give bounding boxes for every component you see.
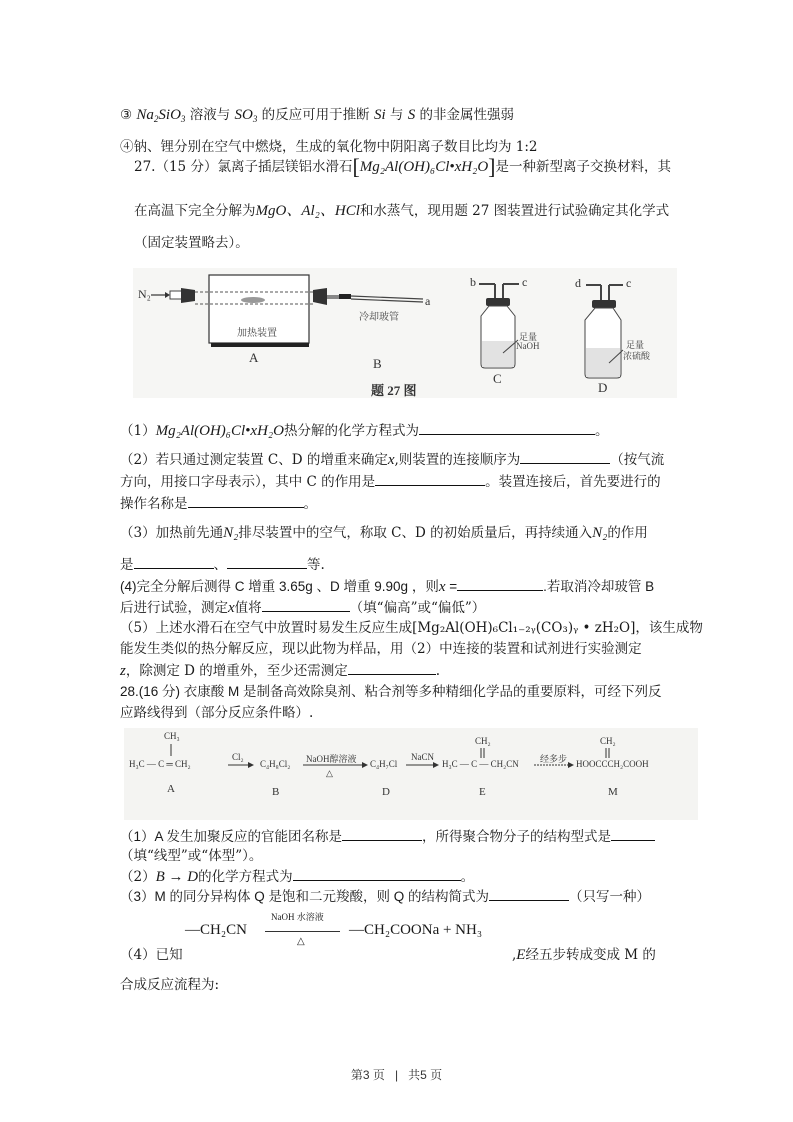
var-z: z [120,663,126,679]
q27-part4 [120,577,654,596]
answer-blank[interactable] [227,555,307,569]
label-D: D [382,786,390,798]
sample [241,297,265,303]
text: 等. [307,557,325,573]
text: （1）A 发生加聚反应的官能团名称是 [120,829,343,844]
text: （填“偏高”或“偏低”） [349,600,486,616]
label-heater: 加热装置 [237,328,277,339]
text: 的非金属性强弱 [419,107,515,123]
apparatus-figure [133,268,677,398]
answer-blank[interactable] [134,555,214,569]
text: 。 [460,869,475,885]
text: .若取消冷却玻管 B [543,579,655,594]
q28-part4-label: （4）已知 [120,947,183,963]
product: —CH₂COONa + NH₃ [349,922,483,938]
bottle-c-cap [486,298,510,306]
answer-blank[interactable] [188,494,304,508]
cooling-tube-top [351,296,423,299]
label-a: a [425,294,431,308]
q27-line3: （固定装置略去）。 [134,235,249,251]
formula-so3: $SO_3$ [234,107,258,124]
label-n2: N₂ [138,287,151,301]
var-x: x [387,452,395,468]
text: ,则装置的连接顺序为 [394,452,521,468]
inlet-tube [170,291,182,299]
text: 。装置连接后，首先要进行的 [485,474,661,490]
separator: | [394,1068,399,1082]
label-A: A [167,783,175,795]
arrow-3-head-icon [433,762,439,768]
answer-blank[interactable] [520,450,610,464]
apparatus-drawing [133,268,677,398]
q28-part1 [120,827,655,846]
bottle-d-cap [592,300,616,308]
text: （2） [120,869,156,885]
reagent-nacn: NaCN [411,752,434,762]
q28-intro: 28.(16 分) 衣康酸 M 是制备高效除臭剂、粘合剂等多种精细化学品的重要原料，可经下列反 [120,684,662,699]
arrow-1-head-icon [248,762,254,768]
q28-part4-line2: 合成反应流程为: [120,977,220,993]
text: 操作名称是 [120,496,188,512]
text: （3）加热前先通 [120,525,224,541]
label-b: b [470,275,476,289]
page-footer [0,1066,793,1083]
text: 热分解的化学方程式为 [283,423,419,439]
q28-part3 [120,887,650,906]
compound-m: HOOCCCH₂COOH [576,759,649,769]
heat-symbol: △ [297,936,305,947]
label-c: c [522,275,528,289]
q27-part5-line2: 能发生类似的热分解反应，现以此物为样品，用（2）中连接的装置和试剂进行实验测定 [120,641,642,657]
answer-blank[interactable] [348,661,436,675]
text: ，除测定 D 的增重外，至少还需测定 [125,663,348,679]
label-M: M [608,786,618,798]
text: 和水蒸气，现用题 27 图装置进行试验确定其化学式 [359,203,670,219]
arrow-4-head-icon [568,762,574,768]
formula: Mg₂Al(OH)₆Cl•xH₂O [359,159,489,175]
text: 与 [389,107,404,123]
label-B: B [373,356,382,371]
label-naoh: NaOH [516,341,540,351]
text: 在高温下完全分解为 [134,203,256,219]
arrow-head-icon [165,292,170,298]
answer-blank[interactable] [489,887,569,901]
text: , [512,947,517,963]
formula-na2sio3: $Na_2SiO_3$ [136,107,186,124]
text: (4)完全分解后测得 C 增重 3.65g 、D 增重 9.90g ，则 [120,579,439,594]
text: 。 [303,496,317,512]
q27-line2 [134,202,669,220]
text: 、 [213,557,227,573]
marker: ③ [120,107,133,123]
q27-part2-line2 [120,472,661,491]
text: . [435,663,441,679]
label-d: d [575,276,581,290]
answer-blank[interactable] [611,827,655,841]
condition: NaOH 水溶液 [271,912,324,922]
text: 值将 [234,600,262,616]
text: ，所得聚合物分子的结构型式是 [422,829,612,844]
text: （3）M 的同分异构体 Q 是饱和二元羧酸，则 Q 的结构简式为 [120,889,490,904]
stopper-right [313,288,327,305]
stopper-left [181,288,195,303]
var-e: E [516,947,526,963]
naoh-solution [482,341,514,367]
text: 的作用 [607,525,648,541]
formula-s: S [407,107,416,123]
var-x: x [228,600,235,616]
q28-part4-tail [512,946,656,964]
rubber-joint [339,294,351,299]
answer-blank[interactable] [262,598,350,612]
text: 的反应可用于推断 [261,107,370,123]
label-E: E [479,786,486,798]
q27-part1 [120,421,608,440]
reagent-multistep: 经多步 [540,754,568,764]
page-number: 第3 页 [350,1068,385,1082]
statement-3 [120,106,514,128]
cooling-tube-bottom [351,299,423,302]
text: 后进行试验，测定 [120,600,228,616]
label-cooling-tube: 冷却玻管 [359,312,399,323]
text: 溶液与 [189,107,231,123]
text: 排尽装置中的空气，称取 C、D 的初始质量后，再持续通入 [238,525,593,541]
heat-symbol: △ [326,768,333,778]
formula: Mg₂Al(OH)₆Cl•xH₂O [155,423,284,439]
q27-part5: （5）上述水滑石在空气中放置时易发生反应生成[Mg₂Al(OH)₆Cl₁₋₂ᵧ(CO₃)ᵧ • zH₂O]，该生成物 [120,620,703,636]
text: 是一种新型离子交换材料，其 [495,159,671,175]
var-x: x [438,579,446,595]
arrow-2-head-icon [362,762,368,768]
formula-si: Si [373,107,386,123]
acid-solution [586,348,620,377]
q27-part3-line2 [120,555,325,574]
text: 经五步转成变成 M 的 [525,947,656,963]
text: （按气流 [610,452,665,468]
a-ch3: CH₃ [164,731,180,741]
q28-part1-line2: （填“线型”或“体型”）。 [120,848,263,864]
answer-blank[interactable] [293,867,461,881]
text: 。 [594,423,609,439]
text: （1） [120,423,156,439]
text: 的化学方程式为 [198,869,293,885]
label-e: c [626,276,632,290]
q27-part5-line3 [120,661,440,680]
statement-4: ④钠、锂分别在空气中燃烧，生成的氧化物中阴阳离子数目比均为 1:2 [120,139,538,155]
reaction-scheme [124,728,698,820]
q28-part2 [120,867,474,886]
reactant: —CH₂CN [185,922,247,938]
text: （只写一种） [569,889,651,904]
text: 方向，用接口字母表示），其中 C 的作用是 [120,474,376,490]
label-A: A [249,350,259,365]
formula-n2: N₂ [223,525,239,541]
formula-n2: N₂ [592,525,608,541]
label-C: C [493,371,502,386]
label-d-reagent: 足量 [626,341,645,351]
label-B: B [272,786,280,798]
label-D: D [598,380,608,395]
reaction-arrow-icon [265,931,340,932]
e-ch2: CH₂ [475,736,491,746]
heater-base [211,343,309,347]
q27-part2-line3 [120,494,317,513]
compound-a: H₃C — C ═ CH₂ [129,759,191,769]
q27-part4-line2 [120,598,485,617]
known-reaction [185,910,505,960]
figure-caption: 题 27 图 [371,383,417,398]
q28-intro-line2: 应路线得到（部分反应条件略）. [120,705,314,721]
answer-blank[interactable] [342,827,422,841]
text: 是 [120,557,134,573]
answer-blank[interactable] [457,577,543,591]
reagent-naoh-alcohol: NaOH醇溶液 [306,754,357,764]
compound-e: H₃C — C — CH₂CN [442,759,519,769]
formula: B → D [155,869,199,885]
q27-part2 [120,450,664,469]
total-pages: 共5 页 [408,1068,443,1082]
q27-part3 [120,524,648,542]
text: 27.（15 分）氯离子插层镁铝水滑石 [134,159,353,175]
compound-b: C₄H₈Cl₂ [260,759,291,769]
answer-blank[interactable] [419,421,595,435]
connector [327,295,339,299]
m-ch2: CH₂ [600,736,616,746]
q27-intro: 27.（15 分）氯离子插层镁铝水滑石[Mg₂Al(OH)₆Cl•xH₂O]是一种新型离子交换材料，其 [134,154,671,179]
formula: MgO、Al₂、HCl [255,203,360,219]
compound-d: C₄H₇Cl [370,759,398,769]
answer-blank[interactable] [375,472,485,486]
text: （2）若只通过测定装置 C、D 的增重来确定 [120,452,388,468]
text: = [445,579,458,594]
label-sulfuric-acid: 浓硫酸 [623,352,651,362]
label-c-reagent: 足量 [519,333,538,343]
reagent-cl2: Cl₂ [232,752,244,762]
